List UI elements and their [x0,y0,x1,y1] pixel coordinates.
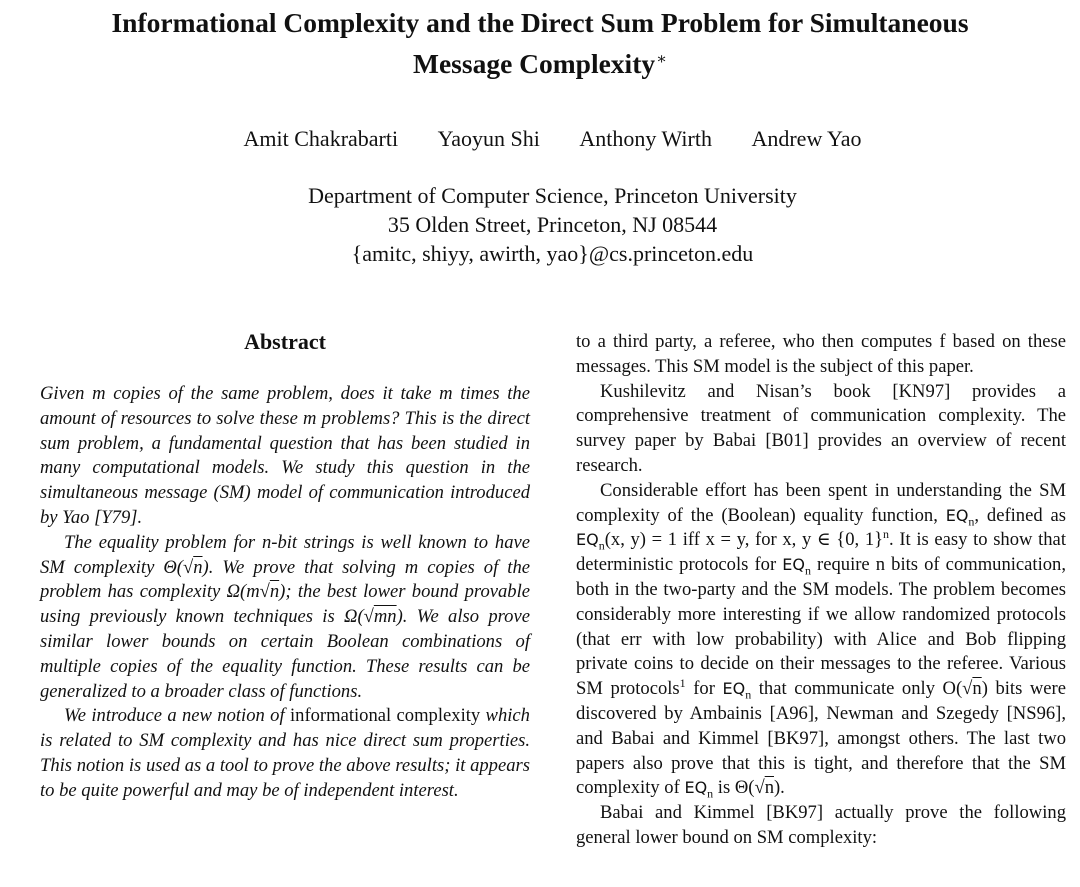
text-fragment: ). [773,777,785,799]
text-fragment: We introduce a new notion of [64,705,290,727]
eq-subscript: n [598,539,605,554]
body-paragraph-1: to a third party, a referee, who then computes f based on these messages. This SM model is the subject of this paper. [576,331,1066,377]
body-paragraph-4: Babai and Kimmel [BK97] actually prove the following general lower bound on SM complexity: [576,802,1066,848]
author-name: Amit Chakrabarti [243,126,399,151]
eq-symbol: EQ [722,679,746,699]
paper-title [40,4,1040,82]
author-name: Yaoyun Shi [437,126,540,151]
eq-symbol: EQ [684,778,708,798]
text-fragment: The equality problem for n-bit strings is well known to have SM complexity Θ(√ [40,531,530,578]
author-name: Andrew Yao [751,126,862,151]
text-fragment: for [685,678,723,700]
eq-subscript: n [968,514,975,529]
affiliation-department: Department of Computer Science, Princeton University [308,183,797,208]
text-fragment: is Θ(√ [713,777,765,799]
text-fragment: ). We prove that solving m copies of the problem has complexity Ω(m√ [40,556,531,603]
radicand: n [193,556,203,578]
affiliation [0,181,1080,268]
author-name: Anthony Wirth [579,126,712,151]
eq-symbol: EQ [945,505,969,525]
title-line-2-text: Message Complexity [413,48,656,79]
author-list [0,124,1080,154]
exponent: n [883,527,890,542]
text-fragment: . It is easy to show that deterministic protocols for [576,529,1066,576]
text-fragment: which is related to SM complexity and has nice direct sum properties. This notion is used as a tool to prove the above results; it appears to be quite powerful and may be of independent interest. [40,705,530,801]
defined-term: informational complexity [289,705,481,727]
eq-symbol: EQ [782,555,805,575]
title-line-1: Informational Complexity and the Direct Sum Problem for Simultaneous [111,7,969,38]
text-fragment: ) bits were discovered by Ambainis [A96], Newman and Szegedy [NS96], and Babai and Kimmel [BK97], amongst others. The last two papers also prove that this is tight, and therefore that the SM complexity of [576,678,1067,799]
text-fragment: , defined as [974,504,1066,526]
abstract-paragraph-3 [40,704,530,803]
eq-subscript: n [804,563,811,578]
abstract-column [40,382,530,804]
body-paragraph-3 [576,479,1066,801]
abstract-paragraph-1: Given m copies of the same problem, does it take m times the amount of resources to solve these m problems? This is the direct sum problem, a fundamental question that has been studied in many computational models. We study this question in the simultaneous message (SM) model of communication introduced by Yao [Y79]. [40,383,530,528]
text-fragment: ); the best lower bound provable using previously known techniques is Ω(√ [40,581,531,628]
radicand: n [269,581,280,603]
text-fragment: require n bits of communication, both in the two-party and the SM models. The problem becomes considerably more interesting if we allow randomized protocols (that err with low probability) with Alice and Bob flipping private coins to decide on their messages to the referee. Various SM protocols [576,554,1067,700]
body-column [576,330,1066,851]
eq-symbol: EQ [576,530,599,550]
title-footnote-mark: ∗ [656,51,667,68]
eq-subscript: n [745,687,752,702]
text-fragment: Considerable effort has been spent in understanding the SM complexity of the (Boolean) equality function, [576,479,1066,526]
body-paragraph-2: Kushilevitz and Nisan’s book [KN97] provides a comprehensive treatment of communication complexity. The survey paper by Babai [B01] provides an overview of recent research. [576,380,1066,476]
radicand: mn [373,606,397,628]
eq-subscript: n [707,787,714,802]
abstract-heading: Abstract [244,329,326,354]
affiliation-emails: {amitc, shiyy, awirth, yao}@cs.princeton.edu [351,241,754,266]
text-fragment: ). We also prove similar lower bounds on certain Boolean combinations of multiple copies of the equality function. These results can be generalized to a broader class of functions. [40,606,530,702]
text-fragment: that communicate only O(√ [751,678,973,700]
radicand: n [972,678,982,700]
footnote-mark: 1 [679,675,686,690]
title-line-2 [40,41,1040,82]
text-fragment: (x, y) = 1 iff x = y, for x, y ∈ {0, 1} [604,529,884,551]
radicand: n [764,777,774,799]
abstract-paragraph-2 [40,531,530,705]
affiliation-address: 35 Olden Street, Princeton, NJ 08544 [387,212,718,237]
